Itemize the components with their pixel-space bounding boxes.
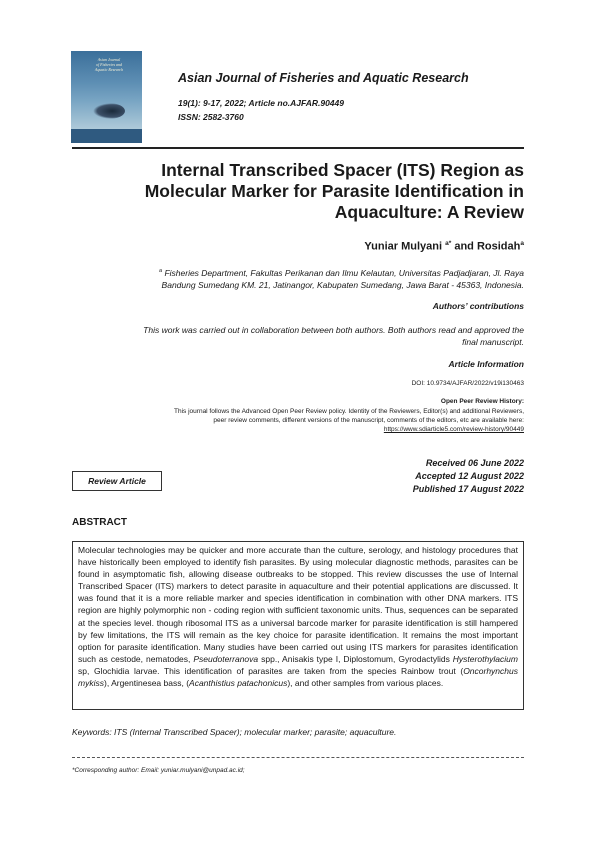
author-name: Yuniar Mulyani: [364, 240, 443, 253]
paper-title: Internal Transcribed Spacer (ITS) Region as Molecular Marker for Parasite Identification in Aquaculture: A Review: [144, 160, 524, 222]
affiliation-marker: a: [159, 268, 163, 274]
keywords: Keywords: ITS (Internal Transcribed Spacer); molecular marker; parasite; aquaculture.: [72, 727, 397, 737]
article-type-badge: Review Article: [72, 471, 162, 491]
doi: DOI: 10.9734/AJFAR/2022/v19i130463: [411, 380, 524, 387]
corresponding-author: *Corresponding author: Email: yuniar.mulyani@unpad.ac.id;: [72, 767, 245, 774]
author-marker: a*: [445, 240, 452, 247]
cover-band: [71, 129, 142, 143]
abstract-heading: ABSTRACT: [72, 517, 127, 528]
cover-title: Asian Journal of Fisheries and Aquatic Research: [94, 57, 124, 72]
contributions-heading: Authors’ contributions: [432, 301, 524, 311]
journal-name: Asian Journal of Fisheries and Aquatic Research: [178, 71, 469, 85]
published-date: Published 17 August 2022: [412, 484, 524, 494]
received-date: Received 06 June 2022: [425, 458, 524, 468]
author-name: Rosidah: [476, 240, 521, 253]
journal-citation: 19(1): 9-17, 2022; Article no.AJFAR.90449: [178, 98, 344, 108]
publication-dates: [300, 457, 524, 496]
cover-fish-image: [93, 103, 125, 119]
author-marker: a: [520, 240, 524, 247]
open-peer-review-heading: Open Peer Review History:: [440, 398, 524, 405]
author-joiner: and: [454, 240, 474, 253]
footnote-rule: [72, 757, 524, 758]
review-history-link[interactable]: https://www.sdiarticle5.com/review-history/90449: [383, 426, 524, 433]
abstract-text: Molecular technologies may be quicker and more accurate than the culture, serology, and histology procedures that have historically been employed to identify fish parasites. By using molecular diagnostic methods, parasites can be found in asymptomatic fish, allowing disease outbreaks to be stopped. This review discusses the use of Internal Transcribed Spacer (ITS) markers to detect parasite in aquaculture and their potential applications are discussed. It was found that it is a more reliable marker and species identification in combination with other DNA markers. ITS region are highly polymorphic non - coding region with sufficient taxonomic units. Thus, sequences can be separated at the species level. though ribosomal ITS as a universal barcode marker for parasite identification is still hampered by few limitations, the ITS will remain as the key choice for parasite identification. It remains the most important option for parasite identification. Many studies have been carried out using ITS markers for parasites identification such as cestode, nematodes, Pseudoterranova spp., Anisakis type I, Diplostomum, Gyrodactylids Hysterothylacium sp, Glochidia larvae. This identification of parasites are taken from the species Rainbow trout (Oncorhynchus mykiss), Argentinesea bass, (Acanthistius patachonicus), and other samples from various places.: [72, 541, 524, 710]
article-info-heading: Article Information: [448, 359, 524, 369]
header-rule: [72, 147, 524, 149]
accepted-date: Accepted 12 August 2022: [415, 471, 524, 481]
affiliation: $^a$ Fisheries Department, Fakultas Perikanan dan Ilmu Kelautan, Universitas Padjadjaran, Jl. Raya Bandung Sumedang KM. 21, Jatinangor, Kabupaten Sumedang, Jawa Barat - 45363, Indonesia.: [159, 267, 524, 290]
journal-issn: ISSN: 2582-3760: [178, 112, 244, 122]
contributions-text: This work was carried out in collaboration between both authors. Both authors read and approved the final manuscript.: [143, 325, 524, 347]
open-peer-review-text: This journal follows the Advanced Open Peer Review policy. Identity of the Reviewers, Editor(s) and additional Reviewers, peer review comments, different versions of the manuscript, comments of the editors, etc are available here: https://www.sdiarticle5.com/review-history/90449: [72, 407, 524, 434]
journal-cover-image: [71, 51, 142, 143]
author-list: [72, 240, 524, 253]
